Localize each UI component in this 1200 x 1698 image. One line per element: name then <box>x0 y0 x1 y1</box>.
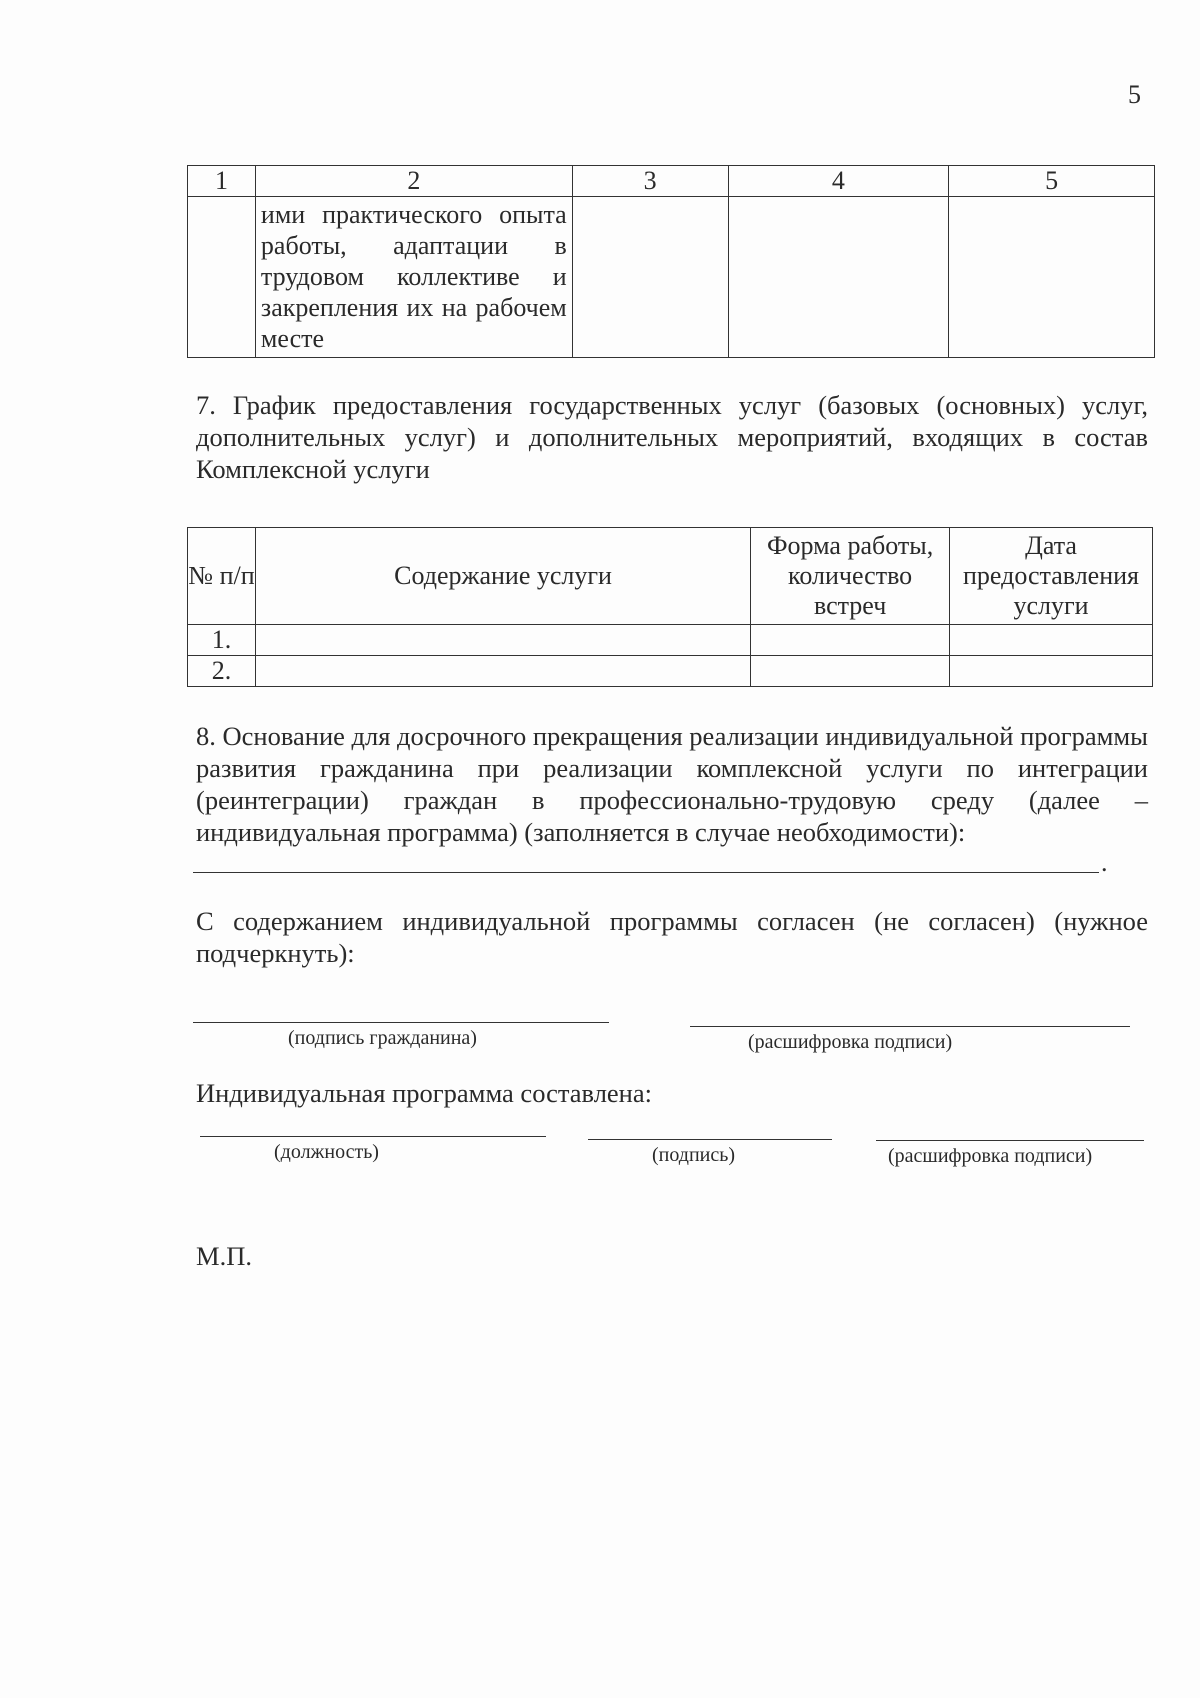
line-end-period: . <box>1101 848 1108 877</box>
row-service-date[interactable] <box>950 625 1153 656</box>
section-8-text: 8. Основание для досрочного прекращения реализации индивидуальной программы развития гражданина при реализации комплексной услуги по интеграции (реинтеграции) граждан в профессионально-трудовую среду (далее – индивидуальная программа) (заполняется в случае необходимости): <box>196 721 1148 847</box>
compiler-decoding-caption: (расшифровка подписи) <box>888 1145 1093 1167</box>
row-service-date[interactable] <box>950 656 1153 687</box>
signature-caption: (подпись) <box>652 1144 736 1166</box>
column-number-3: 3 <box>572 166 728 197</box>
table-row <box>188 197 1155 358</box>
signature-decoding-line[interactable] <box>690 1026 1130 1027</box>
cell-col5 <box>949 197 1155 358</box>
citizen-signature-caption: (подпись гражданина) <box>288 1027 477 1049</box>
signature-decoding-caption: (расшифровка подписи) <box>748 1031 953 1053</box>
position-caption: (должность) <box>274 1141 379 1163</box>
column-number-4: 4 <box>728 166 949 197</box>
table-header-row <box>188 528 1153 625</box>
column-number-5: 5 <box>949 166 1155 197</box>
page-number: 5 <box>1128 80 1141 109</box>
header-service-date: Дата предоставления услуги <box>950 528 1153 625</box>
position-line[interactable] <box>200 1136 546 1137</box>
cell-col3 <box>572 197 728 358</box>
citizen-signature-line[interactable] <box>193 1022 609 1023</box>
header-work-form: Форма работы, количество встреч <box>751 528 950 625</box>
services-schedule-table <box>187 527 1153 687</box>
section-7-heading: 7. График предоставления государственных услуг (базовых (основных) услуг, дополнительных услуг) и дополнительных мероприятий, входящих в состав Комплексной услуги <box>196 390 1148 484</box>
compiled-text: Индивидуальная программа составлена: <box>196 1078 652 1108</box>
cell-col2-text: ими практического опыта работы, адаптации в трудовом коллективе и закрепления их на рабочем месте <box>255 197 572 358</box>
termination-reason-line[interactable] <box>193 872 1099 873</box>
column-number-1: 1 <box>188 166 256 197</box>
continuation-table <box>187 165 1155 358</box>
row-work-form[interactable] <box>751 656 950 687</box>
consent-text: С содержанием индивидуальной программы согласен (не согласен) (нужное подчеркнуть): <box>196 906 1148 968</box>
row-service-content[interactable] <box>255 625 750 656</box>
cell-col1 <box>188 197 256 358</box>
signature-line[interactable] <box>588 1139 832 1140</box>
row-number: 1. <box>188 625 256 656</box>
row-number: 2. <box>188 656 256 687</box>
table-header-row <box>188 166 1155 197</box>
column-number-2: 2 <box>255 166 572 197</box>
header-service-content: Содержание услуги <box>255 528 750 625</box>
table-row <box>188 625 1153 656</box>
header-number: № п/п <box>188 528 256 625</box>
stamp-placeholder: М.П. <box>196 1241 252 1271</box>
cell-col4 <box>728 197 949 358</box>
table-row <box>188 656 1153 687</box>
compiler-decoding-line[interactable] <box>876 1140 1144 1141</box>
row-work-form[interactable] <box>751 625 950 656</box>
row-service-content[interactable] <box>255 656 750 687</box>
